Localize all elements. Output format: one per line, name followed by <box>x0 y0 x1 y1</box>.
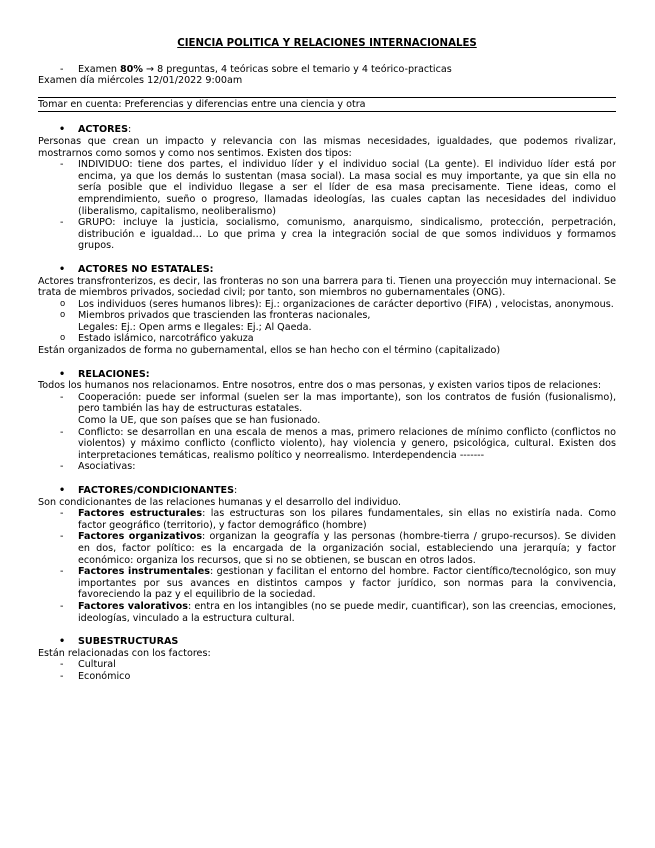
list-item: o Los individuos (seres humanos libres): Ej.: organizaciones de carácter deportivo (FIFA) , velocistas, anonymous. <box>38 299 616 311</box>
list-item: o Estado islámico, narcotráfico yakuza <box>38 333 616 345</box>
exam-questions-text: → 8 preguntas, 4 teóricas sobre el temario y 4 teórico-practicas <box>142 63 452 75</box>
list-item: - Económico <box>38 671 616 683</box>
exam-info-line <box>38 64 616 76</box>
list-item-continuation: Como la UE, que son países que se han fusionado. <box>78 415 321 427</box>
document-title: CIENCIA POLITICA Y RELACIONES INTERNACIONALES <box>177 38 477 49</box>
section-heading-relaciones: • RELACIONES: <box>38 369 616 381</box>
section-heading-no-estatales: • ACTORES NO ESTATALES: <box>38 264 616 276</box>
section-heading-subestructuras: • SUBESTRUCTURAS <box>38 636 616 648</box>
list-item: - Asociativas: <box>38 461 616 473</box>
exam-date-line: Examen día miércoles 12/01/2022 9:00am <box>38 75 243 87</box>
list-item: - Cooperación: puede ser informal (suelen ser la mas importante), son los contratos de fusión (fusionalismo), pero también las hay de estructuras estatales. <box>38 392 616 415</box>
list-item-continuation: Legales: Ej.: Open arms e Ilegales: Ej.; Al Qaeda. <box>78 321 312 333</box>
list-item: - INDIVIDUO: tiene dos partes, el individuo líder y el individuo social (La gente). El individuo líder está por encima, ya que los demás lo sustentan (masa social). La masa social es muy importante, ya que sin ella no sería posible que el individuo llegase a ser el líder de esa masa precisamente. Tiene ideas, como el emprendimiento, sueño o progreso, llamadas ideologías, las cuales captan las necesidades del individuo (liberalismo, capitalismo, neoliberalismo) <box>38 159 616 217</box>
section-heading-factores: • FACTORES/CONDICIONANTES: <box>38 485 616 497</box>
no-estatales-closing: Están organizados de forma no gubernamental, ellos se han hecho con el término (capitalizado) <box>38 345 501 357</box>
document-page <box>38 38 616 683</box>
factores-intro: Son condicionantes de las relaciones humanas y el desarrollo del individuo. <box>38 496 401 508</box>
exam-percentage: 80% <box>120 63 143 75</box>
list-item: - Cultural <box>38 659 616 671</box>
section-heading-actores: • ACTORES: <box>38 124 616 136</box>
list-item: - Factores organizativos: organizan la geografía y las personas (hombre-tierra / grupo-recursos). Se dividen en dos, factor político: es la encargada de la organización social, estableciendo una jerarquía; y factor económico: organiza los recursos, que si no se obtienen, se buscan en otros lados. <box>38 531 616 566</box>
subestructuras-intro: Están relacionadas con los factores: <box>38 647 211 659</box>
list-item: o Miembros privados que trascienden las fronteras nacionales, <box>38 310 616 322</box>
list-item: - Factores estructurales: las estructuras son los pilares fundamentales, sin ellas no existiría nada. Como factor geográfico (territorio), y factor demográfico (hombre) <box>38 508 616 531</box>
list-item: - Conflicto: se desarrollan en una escala de menos a mas, primero relaciones de mínimo conflicto (conflictos no violentos) y máximo conflicto (conflicto violento), hay violencia y genero, psicológica, cultural. Existen dos interpretaciones temáticas, realismo político y neorrealismo. Interdependencia ------- <box>38 427 616 462</box>
relaciones-intro: Todos los humanos nos relacionamos. Entre nosotros, entre dos o mas personas, y existen varios tipos de relaciones: <box>38 380 602 392</box>
list-item: - GRUPO: incluye la justicia, socialismo, comunismo, anarquismo, sindicalismo, protección, perpetración, distribución e igualdad… Lo que prima y crea la integración social de que somos individuos y formamos grupos. <box>38 217 616 252</box>
list-item: - Factores valorativos: entra en los intangibles (no se puede medir, cuantificar), son las creencias, emociones, ideologías, vinculado a la estructura cultural. <box>38 601 616 624</box>
exam-text: Examen <box>78 63 120 75</box>
actores-intro: Personas que crean un impacto y relevancia con las mismas necesidades, igualdades, que podemos rivalizar, mostrarnos como somos y como nos sentimos. Existen dos tipos: <box>38 135 616 159</box>
note-line: Tomar en cuenta: Preferencias y diferencias entre una ciencia y otra <box>38 98 366 110</box>
list-item: - Factores instrumentales: gestionan y facilitan el entorno del hombre. Factor científico/tecnológico, son muy importantes por sus avances en distintos campos y factor jurídico, son normas para la convivencia, favoreciendo la paz y el equilibrio de la sociedad. <box>38 566 616 601</box>
no-estatales-intro: Actores transfronterizos, es decir, las fronteras no son una barrera para ti. Tienen una proyección muy internacional. Se trata de miembros privados, sociedad civil; por tanto, son miembros no gubernamentales (ONG). <box>38 275 616 299</box>
